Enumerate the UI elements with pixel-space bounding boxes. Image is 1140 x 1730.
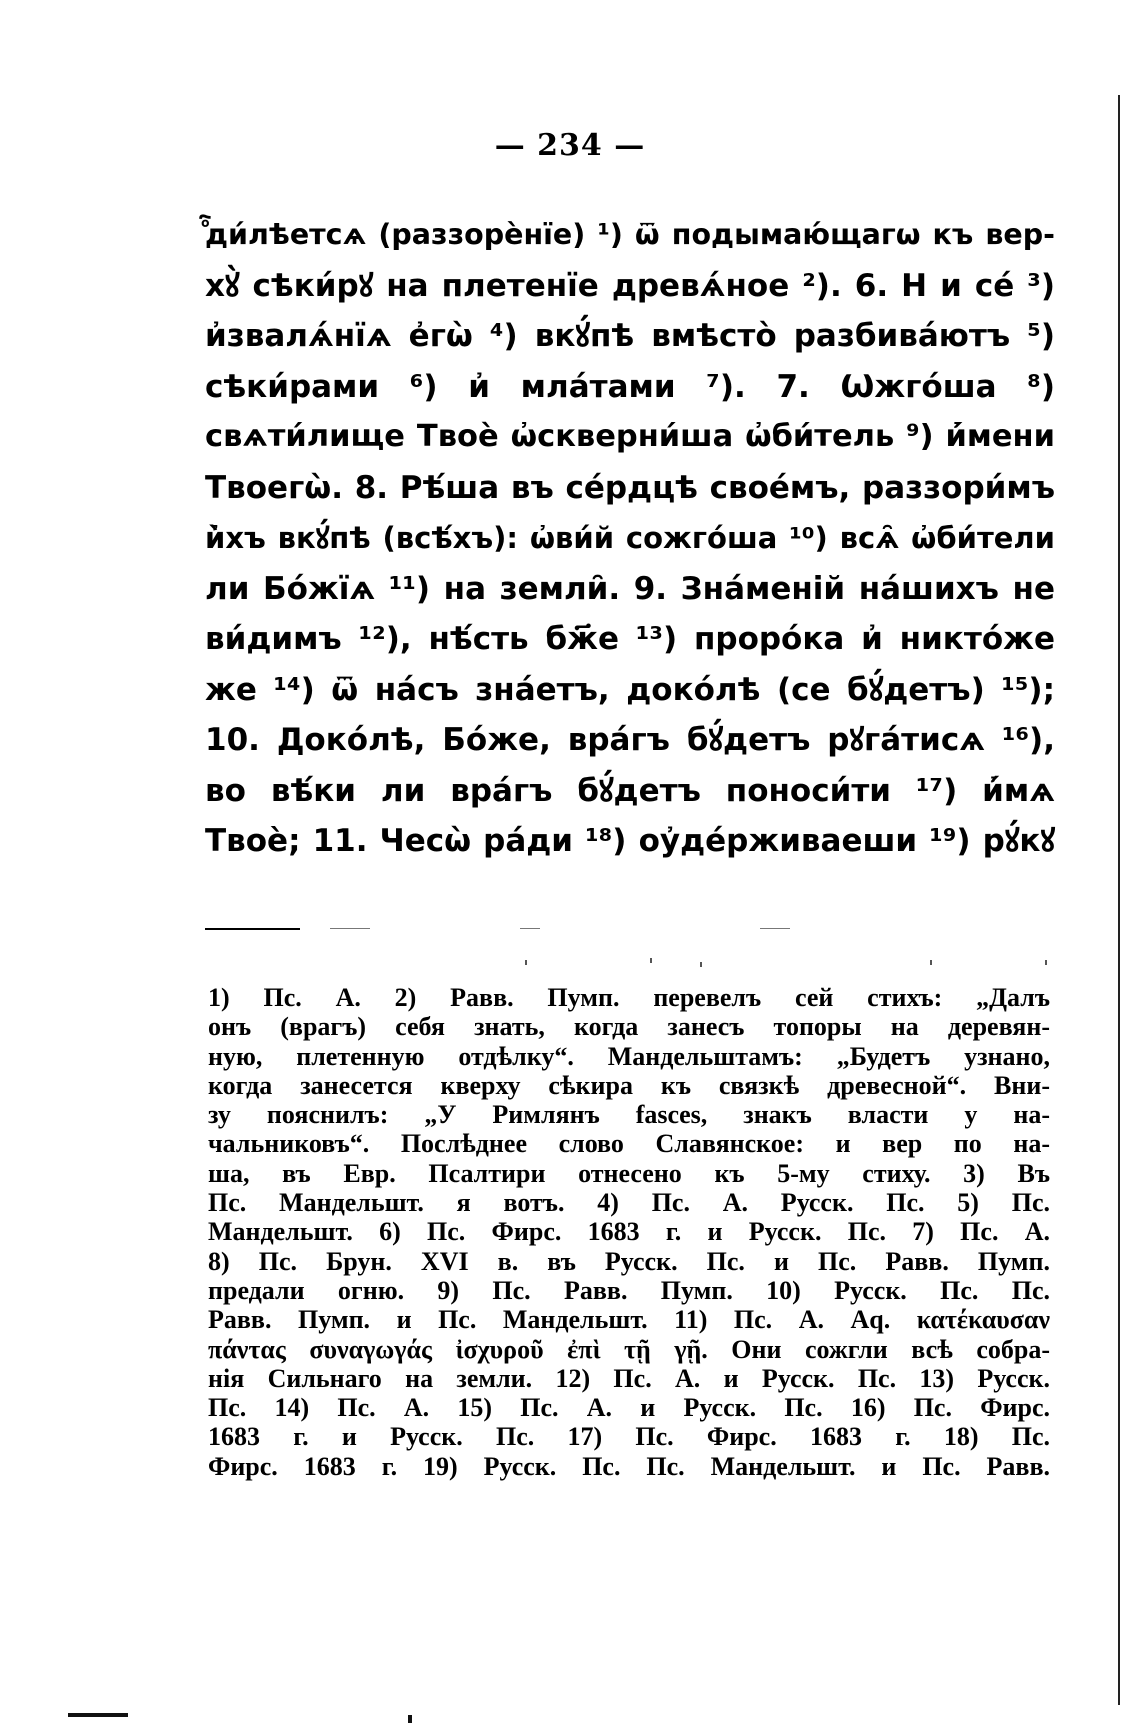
separator-noise: [330, 928, 370, 929]
text-line: ⷪ҇ди́лѣетсѧ (раззорѐнїе) ¹) ѿ подымаю́щагѡ къ вер-: [205, 218, 1055, 251]
text-line: и҆звалѧ́нїѧ е҆гѡ̀ ⁴) вкꙋ́пѣ вмѣсто̀ разбива́ютъ ⁵): [205, 318, 1055, 354]
footnote-line: чальниковъ“. Послѣднее слово Славянское: и вер по на-: [208, 1129, 1050, 1159]
footnote-line: онъ (врагъ) себя знать, когда занесъ топоры на деревян-: [208, 1012, 1050, 1042]
footnote-line: зу пояснилъ: „У Римлянъ fasces, знакъ власти у на-: [208, 1100, 1050, 1130]
footnote-separator: [205, 928, 300, 930]
footnote-line: 8) Пс. Брун. XVI в. въ Русск. Пс. и Пс. Равв. Пумп.: [208, 1246, 1050, 1276]
text-line: во вѣ́ки ли вра́гъ бꙋ́детъ поноси́ти ¹⁷) и҆́мѧ: [205, 772, 1055, 809]
footnote-line: Пс. 14) Пс. А. 15) Пс. А. и Русск. Пс. 16) Пс. Фирс.: [208, 1393, 1050, 1423]
print-speck: [408, 1715, 412, 1723]
footnote-line: Мандельшт. 6) Пс. Фирс. 1683 г. и Русск. Пс. 7) Пс. А.: [208, 1217, 1050, 1247]
text-line: же ¹⁴) ѿ на́съ зна́етъ, доко́лѣ (се бꙋ́детъ) ¹⁵);: [205, 671, 1055, 708]
text-line: сѣки́рами ⁶) и҆ мла́тами ⁷). 7. Ѡжго́ша ⁸): [205, 368, 1055, 405]
footnote-line: 1) Пс. А. 2) Равв. Пумп. перевелъ сей стихъ: „Далъ: [208, 983, 1050, 1012]
separator-noise: [760, 928, 790, 929]
print-speck: [525, 960, 527, 965]
text-line: и҆̀хъ вкꙋ́пѣ (всѣ́хъ): ѡ҆ви́й сожго́ша ¹⁰) всѧ̑ ѡ҆би́тели: [205, 521, 1055, 555]
footnote-line: 1683 г. и Русск. Пс. 17) Пс. Фирс. 1683 г. 18) Пс.: [208, 1422, 1050, 1452]
page-edge-line: [1118, 95, 1120, 1705]
text-line: свѧти́лище Твоѐ ѡ҆скверни́ша ѡ҆би́тель ⁹) и҆́мени: [205, 419, 1055, 454]
footnote-line: ную, плетенную отдѣлку“. Мандельштамъ: „Будетъ узнано,: [208, 1041, 1050, 1071]
footnote-line: когда занесется кверху сѣкира къ связкѣ древесной“. Вни-: [208, 1070, 1050, 1100]
footnote-line: ша, въ Евр. Псалтири отнесено къ 5-му стиху. 3) Въ: [208, 1158, 1050, 1188]
print-speck: [930, 960, 932, 965]
text-line: Твоегѡ̀. 8. Рѣ́ша въ се́рдцѣ свое́мъ, раззори́мъ: [205, 469, 1055, 506]
page-number: — 234 —: [494, 128, 646, 163]
footnote-line: Пс. Мандельшт. я вотъ. 4) Пс. А. Русск. Пс. 5) Пс.: [208, 1188, 1050, 1218]
footnote-line: нія Сильнаго на земли. 12) Пс. А. и Русск. Пс. 13) Русск.: [208, 1363, 1050, 1393]
text-line: ви́димъ ¹²), нѣ́сть бж҃е ¹³) проро́ка и҆ никто́же: [205, 621, 1055, 657]
footnote-line: Равв. Пумп. и Пс. Мандельшт. 11) Пс. А. Aq. κατέκαυσαν: [208, 1305, 1050, 1335]
footnote-line: Фирс. 1683 г. 19) Русск. Пс. Пс. Мандельшт. и Пс. Равв.: [208, 1451, 1050, 1481]
print-speck: [700, 962, 702, 967]
psalm-text: [205, 210, 1055, 867]
footnotes: [208, 983, 1050, 1481]
footnote-line: предали огню. 9) Пс. Равв. Пумп. 10) Русск. Пс. Пс.: [208, 1275, 1050, 1305]
print-speck: [650, 958, 652, 963]
print-speck: [1045, 960, 1047, 965]
footnote-line: πάντας συναγωγάς ἰσχυροῦ ἐπὶ τῇ γῇ. Они сожгли всѣ собра-: [208, 1334, 1050, 1364]
text-line: Твоѐ; 11. Чесѡ̀ ра́ди ¹⁸) оу҆де́рживаеши ¹⁹) рꙋ́кꙋ: [205, 823, 1055, 859]
page-edge-mark: [68, 1713, 128, 1717]
text-line: ли Бо́жїѧ ¹¹) на земли̑. 9. Зна́меній на́шихъ не: [205, 570, 1055, 607]
text-line: хꙋ̀ сѣки́рꙋ на плетенїе древѧ́ное ²). 6. Н и се́ ³): [205, 267, 1055, 304]
separator-noise: [520, 928, 540, 929]
text-line: 10. Доко́лѣ, Бо́же, вра́гъ бꙋ́детъ рꙋга́тисѧ ¹⁶),: [205, 722, 1055, 758]
